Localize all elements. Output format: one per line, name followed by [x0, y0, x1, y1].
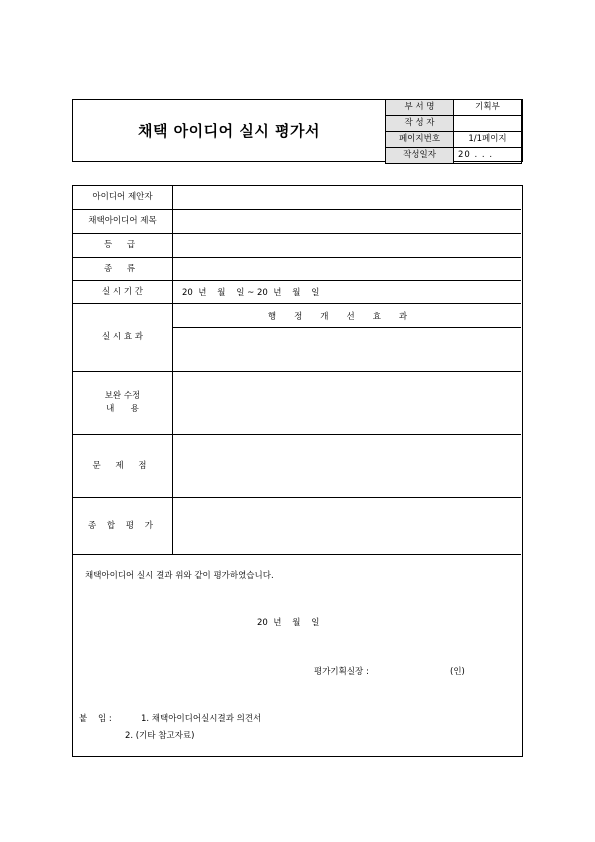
adopted-title-field[interactable]	[172, 210, 521, 233]
meta-value-author[interactable]	[454, 116, 522, 132]
meta-value-page[interactable]: 1/1페이지	[454, 132, 522, 148]
attachment-item-1: 1. 채택아이디어실시결과 의견서	[141, 714, 262, 724]
type-field[interactable]	[172, 258, 521, 280]
form-row-supplement	[73, 372, 521, 435]
form-row-type	[73, 258, 521, 281]
effect-field[interactable]	[172, 328, 521, 372]
form-row-effect	[73, 304, 521, 372]
meta-row-page	[386, 132, 522, 148]
adopted-title-label: 채택아이디어 제목	[73, 210, 173, 233]
meta-row-date	[386, 148, 522, 164]
grade-field[interactable]	[172, 234, 521, 257]
period-field[interactable]: 20 년 월 일 ~ 20 년 월 일	[182, 288, 320, 298]
meta-key-department: 부 서 명	[386, 100, 454, 116]
overall-field[interactable]	[172, 498, 521, 554]
grade-label: 등 급	[73, 234, 173, 257]
overall-label: 종 합 평 가	[73, 498, 173, 554]
meta-key-author: 작 성 자	[386, 116, 454, 132]
period-label: 실 시 기 간	[73, 281, 173, 303]
meta-key-date: 작성일자	[386, 148, 454, 164]
form-row-adopted-title	[73, 210, 521, 234]
supplement-label	[73, 372, 173, 434]
signer-label: 평가기획실장 :	[314, 667, 369, 677]
statement-text: 채택아이디어 실시 결과 위와 같이 평가하였습니다.	[85, 571, 274, 581]
form-row-grade	[73, 234, 521, 258]
admin-improvement-effect-header: 행정개선효과	[172, 304, 521, 328]
meta-key-page: 페이지번호	[386, 132, 454, 148]
form-row-overall	[73, 498, 521, 555]
form-row-problem	[73, 435, 521, 498]
seal-mark: (인)	[450, 667, 465, 677]
document-header	[72, 99, 523, 162]
evaluation-form	[72, 185, 523, 757]
meta-value-department[interactable]: 기획부	[454, 100, 522, 116]
evaluation-date[interactable]: 20 년 월 일	[257, 618, 320, 628]
attachment-label: 붙 임 :	[79, 714, 112, 724]
supplement-field[interactable]	[172, 372, 521, 434]
meta-value-date[interactable]: 20 . . .	[454, 148, 522, 164]
type-label: 종 류	[73, 258, 173, 280]
problem-field[interactable]	[172, 435, 521, 497]
form-row-period	[73, 281, 521, 304]
proposer-label: 아이디어 제안자	[73, 186, 173, 209]
meta-row-department	[386, 100, 522, 116]
form-footer	[73, 555, 521, 755]
approval-meta-table	[385, 99, 522, 164]
effect-label: 실 시 효 과	[73, 304, 173, 371]
document-title: 채택 아이디어 실시 평가서	[137, 121, 321, 140]
supplement-label-line2: 내 용	[106, 404, 139, 414]
attachment-item-2: 2. (기타 참고자료)	[125, 731, 195, 741]
form-row-proposer	[73, 186, 521, 210]
supplement-label-line1: 보완 수정	[104, 391, 141, 401]
meta-row-author	[386, 116, 522, 132]
problem-label: 문 제 점	[73, 435, 173, 497]
proposer-field[interactable]	[172, 186, 521, 209]
